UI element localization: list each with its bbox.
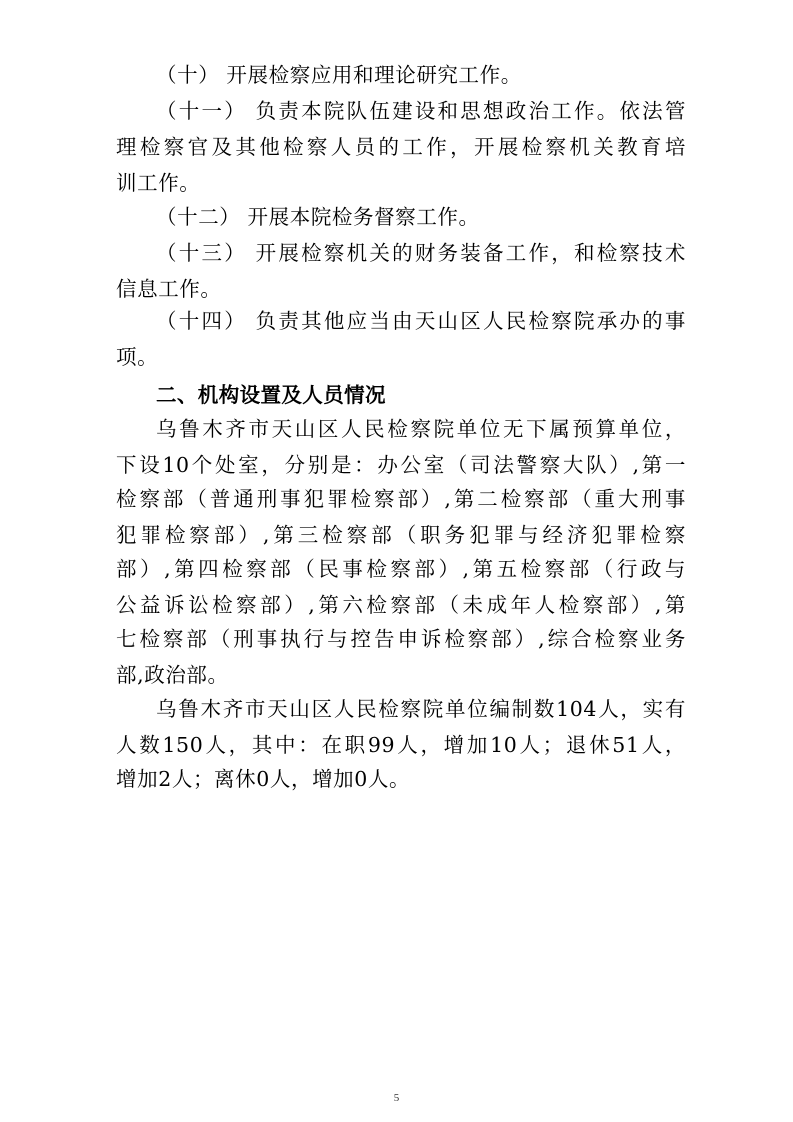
- item-11-line-1: （十一） 负责本院队伍建设和思想政治工作。依法管: [156, 99, 686, 123]
- para1-line-8: 部,政治部。: [116, 663, 229, 687]
- page-number: 5: [393, 1092, 400, 1104]
- item-13-line-1: （十三） 开展检察机关的财务装备工作，和检察技术: [156, 241, 686, 265]
- para1-line-4: 犯罪检察部）,第三检察部（职务犯罪与经济犯罪检察: [116, 523, 686, 547]
- para1-line-6: 公益诉讼检察部）,第六检察部（未成年人检察部）,第: [116, 593, 686, 617]
- item-12-line-1: （十二） 开展本院检务督察工作。: [156, 205, 480, 229]
- para1-line-3: 检察部（普通刑事犯罪检察部）,第二检察部（重大刑事: [116, 487, 686, 511]
- para1-line-1: 乌鲁木齐市天山区人民检察院单位无下属预算单位，: [156, 417, 686, 441]
- para1-line-5: 部）,第四检察部（民事检察部）,第五检察部（行政与: [116, 557, 686, 581]
- item-14-line-2: 项。: [116, 345, 159, 369]
- para1-line-2: 下设10个处室，分别是：办公室（司法警察大队）,第一: [116, 453, 686, 477]
- item-13-line-2: 信息工作。: [116, 277, 222, 301]
- item-11-line-3: 训工作。: [116, 171, 201, 195]
- para2-line-1: 乌鲁木齐市天山区人民检察院单位编制数104人，实有: [156, 697, 686, 721]
- section-heading: 二、机构设置及人员情况: [156, 383, 386, 407]
- para2-line-3: 增加2人；离休0人，增加0人。: [116, 767, 411, 791]
- item-11-line-2: 理检察官及其他检察人员的工作，开展检察机关教育培: [116, 135, 686, 159]
- item-14-line-1: （十四） 负责其他应当由天山区人民检察院承办的事: [156, 309, 686, 333]
- para2-line-2: 人数150人，其中：在职99人，增加10人；退休51人，: [116, 733, 686, 757]
- item-10-line-1: （十） 开展检察应用和理论研究工作。: [156, 63, 522, 87]
- para1-line-7: 七检察部（刑事执行与控告申诉检察部）,综合检察业务: [116, 627, 686, 651]
